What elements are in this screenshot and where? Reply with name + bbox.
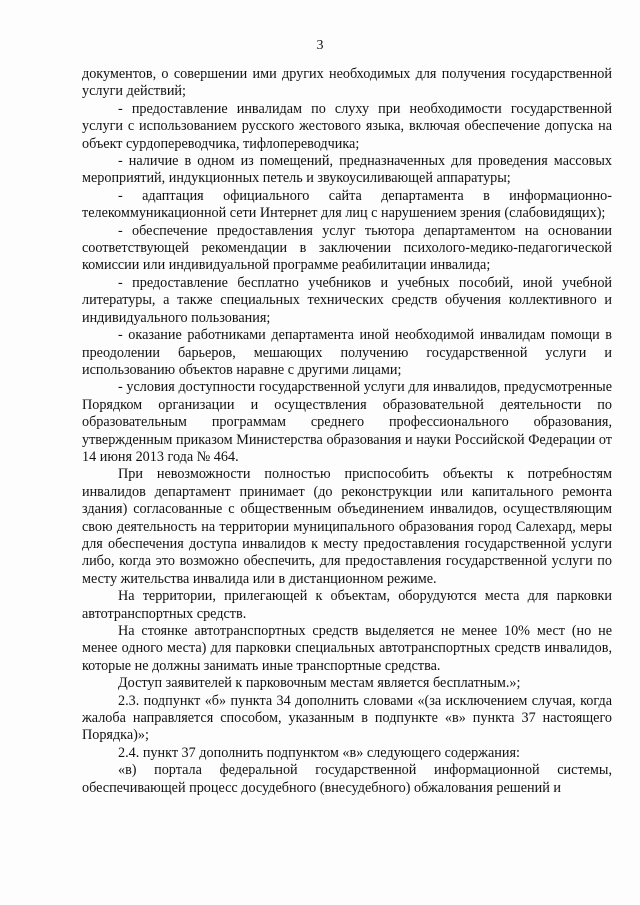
paragraph-parking-quota: На стоянке автотранспортных средств выделяется не менее 10% мест (но не менее одного места) для парковки специальных автотранспортных средств инвалидов, которые не должны занимать иные транспортные средства. <box>82 623 612 674</box>
list-item-accessibility-conditions: - условия доступности государственной услуги для инвалидов, предусмотренные Порядком организации и осуществления образовательной деятельности по образовательным программам среднего профессионального образования, утвержденным приказом Министерства образования и науки Российской Федерации от 14 июня 2013 года № 464. <box>82 379 612 465</box>
list-item-sign-language: - предоставление инвалидам по слуху при необходимости государственной услуги с использованием русского жестового языка, включая обеспечение допуска на объект сурдопереводчика, тифлопереводчика; <box>82 100 612 152</box>
list-item-free-textbooks: - предоставление бесплатно учебников и учебных пособий, иной учебной литературы, а также специальных технических средств обучения коллективного и индивидуального пользования; <box>82 274 612 326</box>
paragraph-amendment-2-4: 2.4. пункт 37 дополнить подпунктом «в» следующего содержания: <box>118 744 520 761</box>
paragraph-parking-area: На территории, прилегающей к объектам, оборудуются места для парковки автотранспортных средств. <box>82 588 612 622</box>
document-body <box>82 66 612 797</box>
list-item-staff-assistance: - оказание работниками департамента иной необходимой инвалидам помощи в преодолении барьеров, мешающих получению государственной услуги и использованию объектов наравне с другими лицами; <box>82 327 612 378</box>
paragraph-parking-free: Доступ заявителей к парковочным местам является бесплатным.»; <box>118 675 521 692</box>
page-number: 3 <box>316 38 324 53</box>
paragraph-continuation: документов, о совершении ими других необходимых для получения государственной услуги действий; <box>82 66 612 100</box>
paragraph-amendment-2-3: 2.3. подпункт «б» пункта 34 дополнить словами «(за исключением случая, когда жалоба направляется способом, указанным в подпункте «в» пункта 37 настоящего Порядка)»; <box>82 692 612 744</box>
list-item-website-adaptation: - адаптация официального сайта департамента в информационно-телекоммуникационной сети Интернет для лиц с нарушением зрения (слабовидящих); <box>82 187 612 222</box>
paragraph-subitem-v: «в) портала федеральной государственной информационной системы, обеспечивающей процесс досудебного (внесудебного) обжалования решений и <box>82 762 612 796</box>
list-item-induction-loops: - наличие в одном из помещений, предназначенных для проведения массовых мероприятий, индукционных петель и звукоусиливающей аппаратуры; <box>82 153 612 187</box>
paragraph-adaptation-measures: При невозможности полностью приспособить объекты к потребностям инвалидов департамент принимает (до реконструкции или капитального ремонта здания) согласованные с общественным объединением инвалидов, осуществляющим свою деятельность на территории муниципального образования город Салехард, меры для обеспечения доступа инвалидов к месту предоставления государственной услуги либо, когда это возможно обеспечить, для предоставления государственной услуги по месту жительства инвалида или в дистанционном режиме. <box>82 466 612 587</box>
list-item-tutor-services: - обеспечение предоставления услуг тьютора департаментом на основании соответствующей рекомендации в заключении психолого-медико-педагогической комиссии или индивидуальной программе реабилитации инвалида; <box>82 222 612 274</box>
